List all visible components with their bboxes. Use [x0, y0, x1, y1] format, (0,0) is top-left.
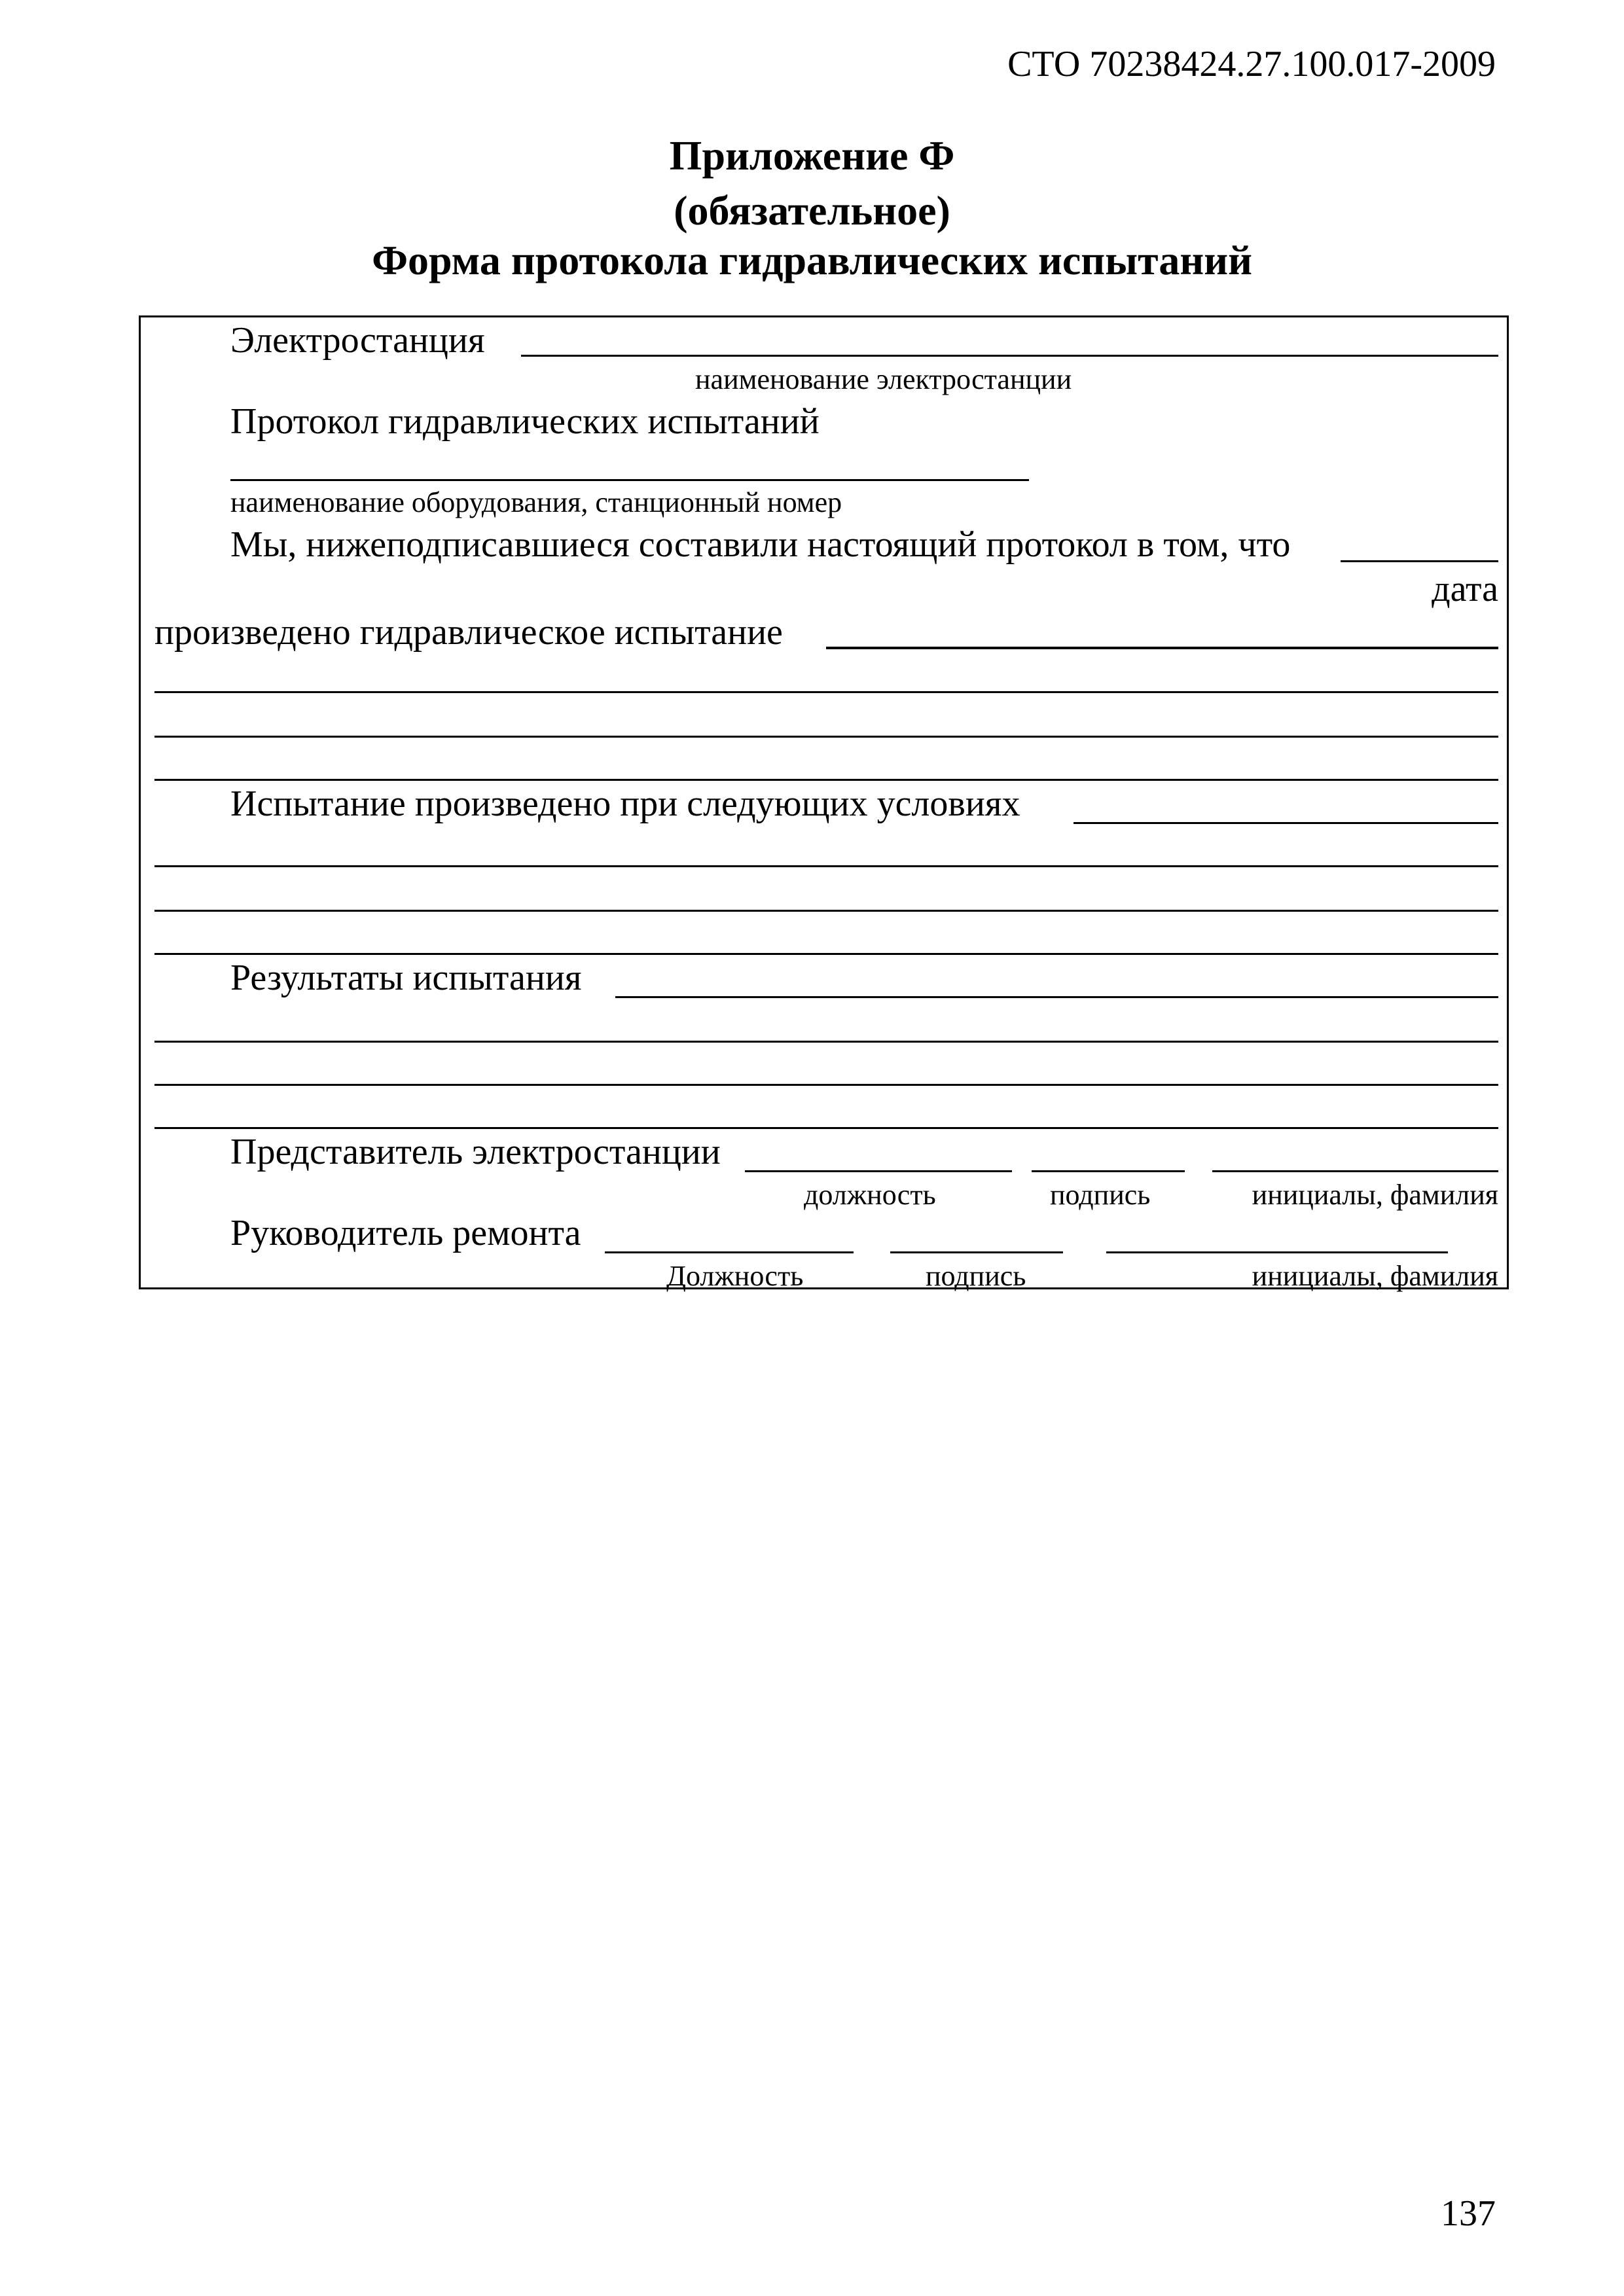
document-number: СТО 70238424.27.100.017-2009: [1007, 44, 1496, 84]
results-field[interactable]: [615, 996, 1498, 998]
test-performed-line-3[interactable]: [154, 779, 1498, 781]
plant-rep-position-field[interactable]: [745, 1170, 1012, 1172]
plant-rep-position-caption: должность: [804, 1179, 936, 1211]
equipment-field[interactable]: [230, 479, 1029, 481]
station-caption: наименование электростанции: [695, 363, 1072, 395]
repair-head-label: Руководитель ремонта: [230, 1213, 581, 1253]
test-performed-line-2[interactable]: [154, 736, 1498, 738]
plant-rep-name-field[interactable]: [1212, 1170, 1498, 1172]
results-label: Результаты испытания: [230, 958, 582, 998]
conditions-line-1[interactable]: [154, 865, 1498, 867]
conditions-field[interactable]: [1074, 822, 1498, 824]
repair-head-position-caption: Должность: [666, 1260, 804, 1292]
test-performed-field[interactable]: [826, 647, 1498, 649]
station-label: Электростанция: [230, 320, 485, 361]
plant-rep-signature-caption: подпись: [1050, 1179, 1151, 1211]
page-number: 137: [1441, 2193, 1496, 2234]
test-performed-line-1[interactable]: [154, 691, 1498, 693]
protocol-label: Протокол гидравлических испытаний: [230, 401, 820, 442]
repair-head-signature-caption: подпись: [926, 1260, 1026, 1292]
date-caption: дата: [1432, 569, 1498, 609]
conditions-line-3[interactable]: [154, 953, 1498, 955]
date-field[interactable]: [1341, 560, 1498, 562]
results-line-1[interactable]: [154, 1041, 1498, 1043]
appendix-title: Приложение Ф: [669, 132, 955, 179]
repair-head-name-field[interactable]: [1106, 1251, 1448, 1253]
equipment-caption: наименование оборудования, станционный номер: [230, 486, 842, 518]
plant-rep-name-caption: инициалы, фамилия: [1252, 1179, 1498, 1211]
plant-rep-signature-field[interactable]: [1032, 1170, 1185, 1172]
results-line-3[interactable]: [154, 1127, 1498, 1129]
results-line-2[interactable]: [154, 1084, 1498, 1086]
conditions-line-2[interactable]: [154, 910, 1498, 912]
statement-text: Мы, нижеподписавшиеся составили настоящий протокол в том, что: [230, 524, 1291, 565]
repair-head-position-field[interactable]: [605, 1251, 854, 1253]
form-title: Форма протокола гидравлических испытаний: [372, 237, 1252, 283]
appendix-status: (обязательное): [674, 187, 950, 234]
test-performed-label: произведено гидравлическое испытание: [154, 612, 783, 653]
repair-head-signature-field[interactable]: [890, 1251, 1063, 1253]
plant-rep-label: Представитель электростанции: [230, 1132, 721, 1172]
station-name-field[interactable]: [521, 355, 1498, 357]
repair-head-name-caption: инициалы, фамилия: [1252, 1260, 1498, 1292]
conditions-label: Испытание произведено при следующих условиях: [230, 783, 1020, 824]
